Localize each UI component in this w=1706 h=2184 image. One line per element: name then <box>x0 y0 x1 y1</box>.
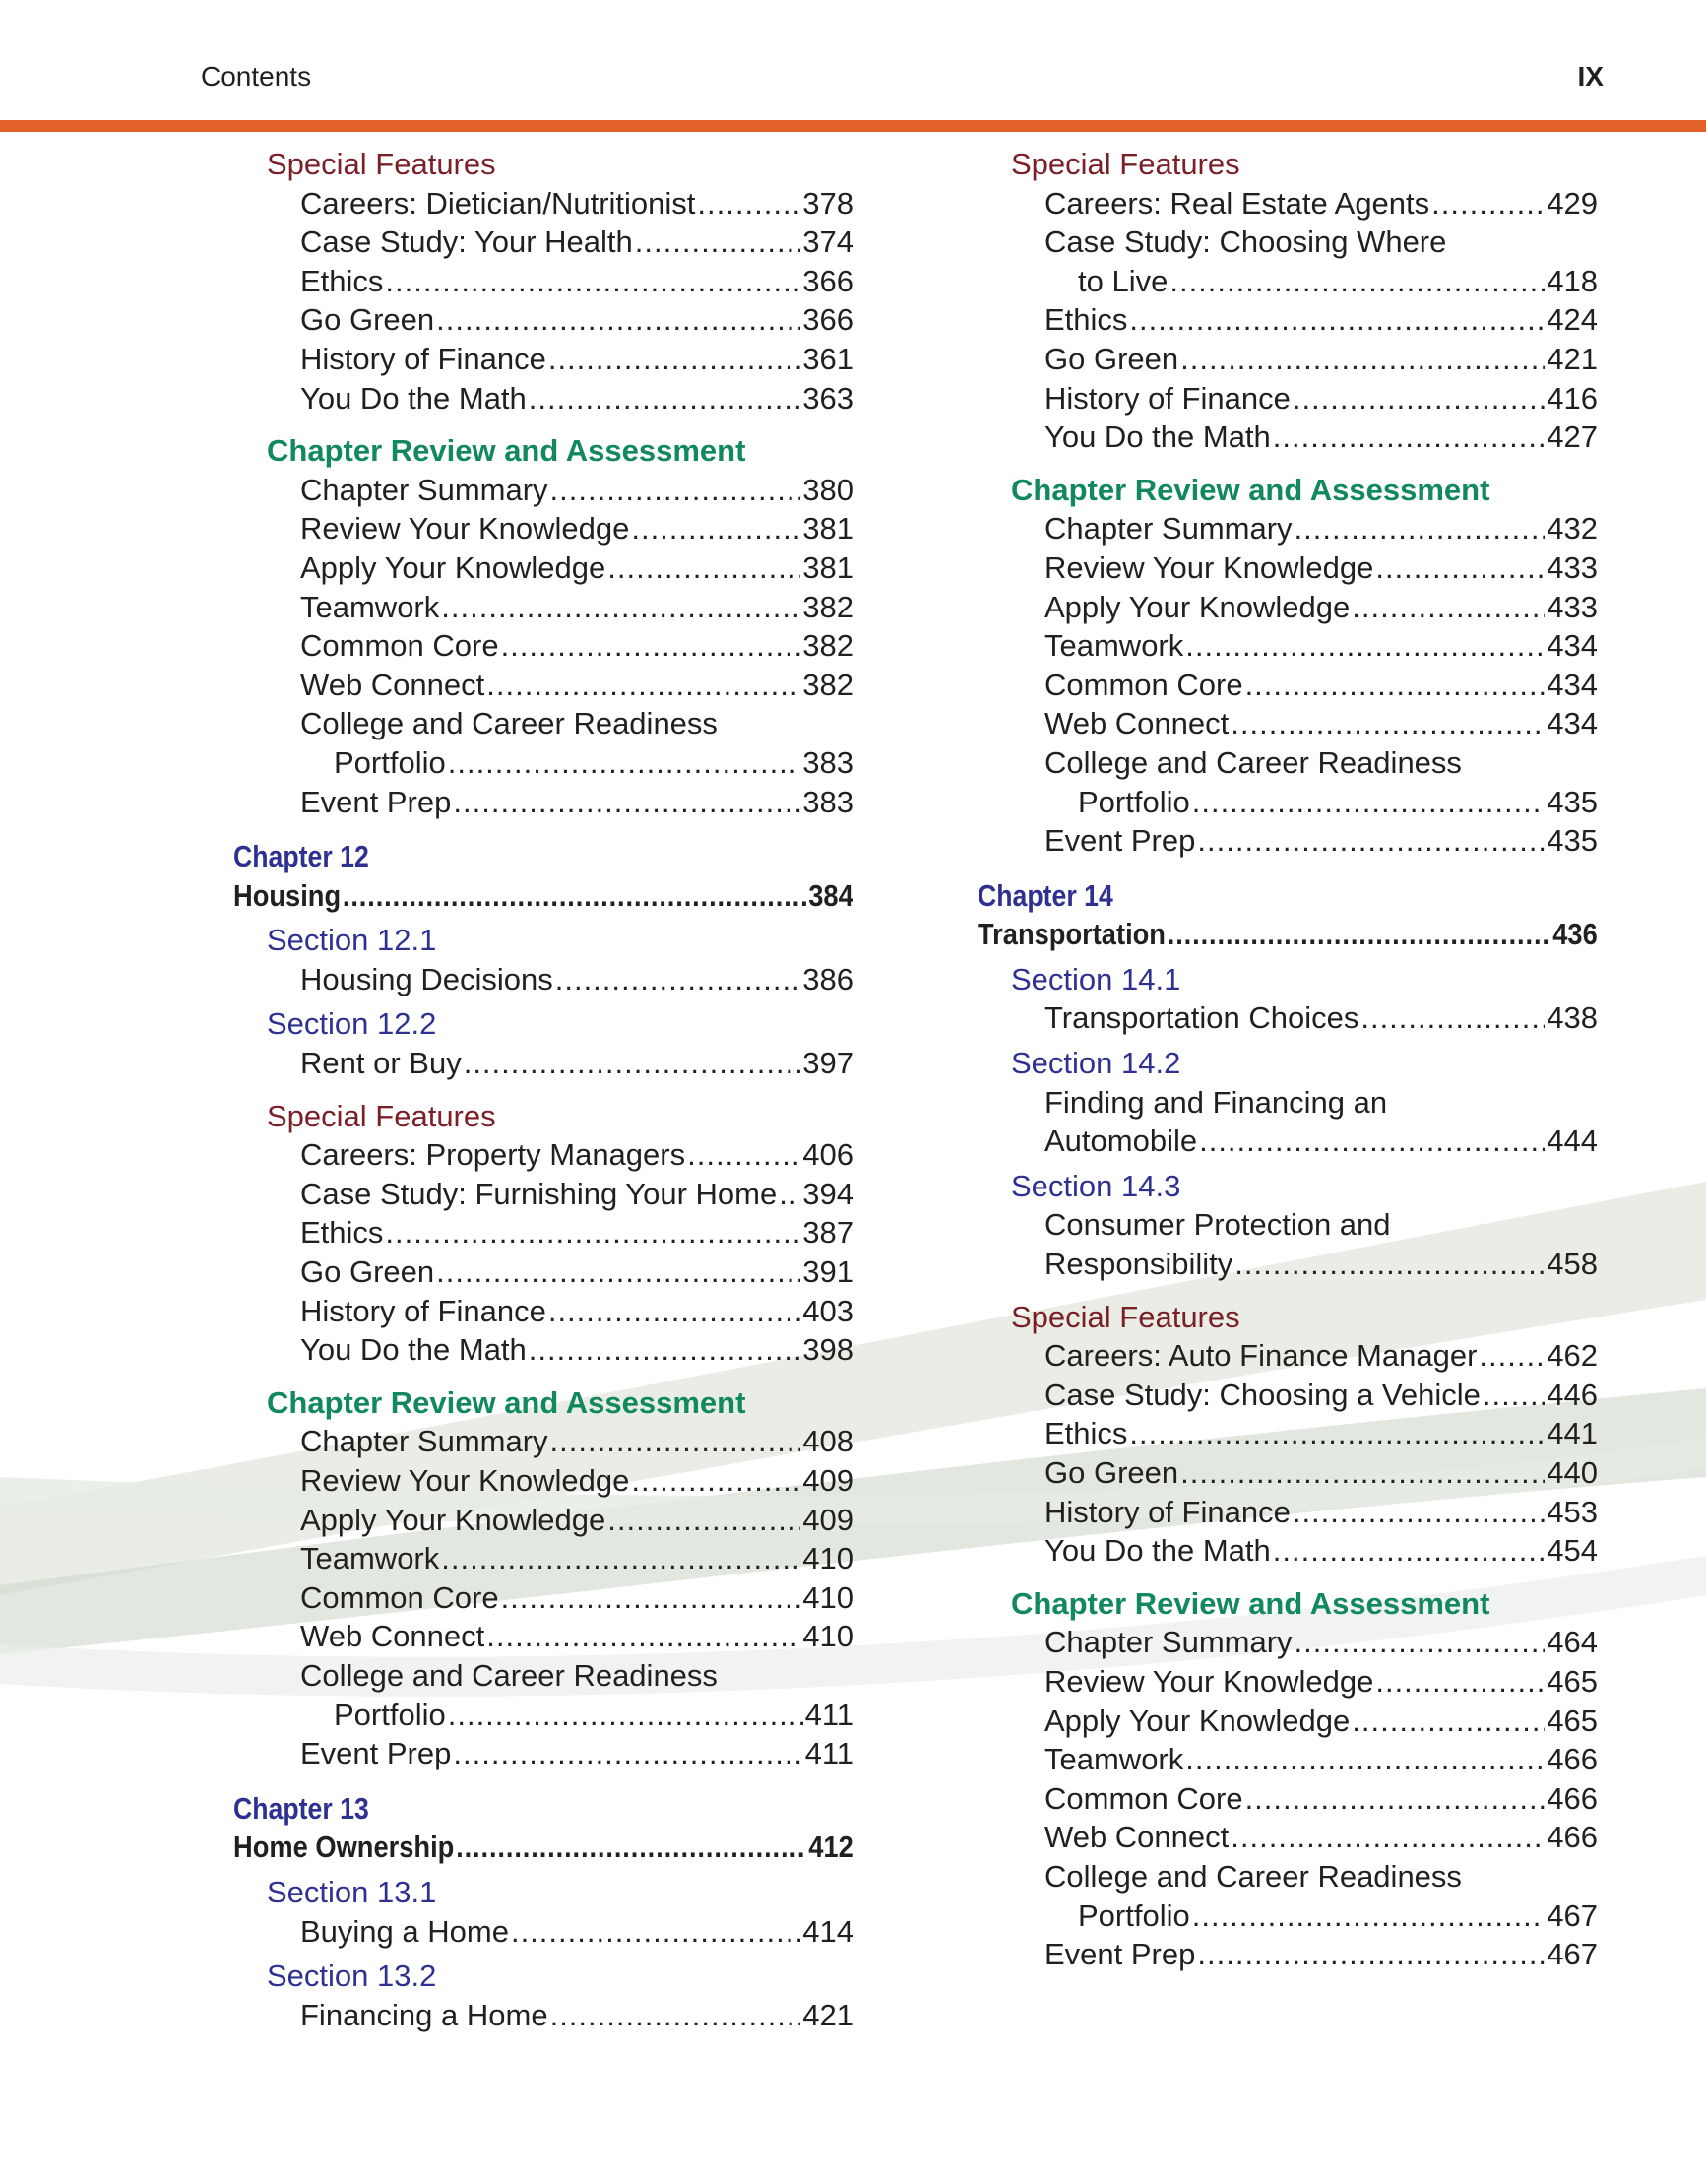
toc-entry[interactable]: Event Prep ..... 411 <box>233 1734 853 1773</box>
toc-entry[interactable]: Chapter Summary ..... 380 <box>233 471 853 510</box>
right-column <box>978 145 1598 1974</box>
chapter-entry[interactable]: Housing ..... 384 <box>233 876 853 916</box>
toc-entry[interactable]: Common Core ..... 410 <box>233 1578 853 1618</box>
toc-entry[interactable]: Go Green ..... 440 <box>978 1453 1598 1493</box>
chapter-label: Chapter 13 <box>233 1790 369 1826</box>
toc-entry[interactable]: Automobile ..... 444 <box>978 1122 1598 1161</box>
page-number-roman: IX <box>1577 61 1604 92</box>
toc-entry[interactable]: Apply Your Knowledge ..... 409 <box>233 1501 853 1540</box>
left-column <box>233 145 853 2034</box>
toc-entry[interactable]: Rent or Buy ..... 397 <box>233 1044 853 1083</box>
review-heading: Chapter Review and Assessment <box>1011 1585 1490 1621</box>
toc-entry-title[interactable]: College and Career Readiness <box>300 1657 718 1693</box>
section-label: Section 12.1 <box>267 923 437 958</box>
toc-entry[interactable]: You Do the Math ..... 363 <box>233 379 853 418</box>
toc-entry[interactable]: Chapter Summary ..... 432 <box>978 509 1598 548</box>
chapter-label: Chapter 12 <box>233 839 369 874</box>
section-label: Section 14.2 <box>1011 1046 1181 1081</box>
toc-entry[interactable]: History of Finance ..... 403 <box>233 1292 853 1331</box>
toc-entry[interactable]: Go Green ..... 391 <box>233 1253 853 1292</box>
toc-entry[interactable]: Apply Your Knowledge ..... 381 <box>233 548 853 588</box>
review-heading: Chapter Review and Assessment <box>267 433 746 469</box>
toc-entry[interactable]: Apply Your Knowledge ..... 465 <box>978 1702 1598 1741</box>
special-features-heading: Special Features <box>267 1098 496 1133</box>
toc-entry[interactable]: Housing Decisions ..... 386 <box>233 960 853 999</box>
section-label: Section 14.1 <box>1011 961 1181 996</box>
toc-entry[interactable]: Portfolio ..... 435 <box>978 783 1598 822</box>
toc-entry[interactable]: Event Prep ..... 435 <box>978 821 1598 861</box>
toc-entry-title[interactable]: College and Career Readiness <box>1044 1858 1462 1894</box>
toc-entry[interactable]: Chapter Summary ..... 408 <box>233 1422 853 1461</box>
toc-entry[interactable]: Transportation Choices ..... 438 <box>978 998 1598 1038</box>
running-header: Contents <box>201 61 312 92</box>
toc-entry[interactable]: Case Study: Furnishing Your Home ..... 394 <box>233 1175 853 1214</box>
toc-entry[interactable]: You Do the Math ..... 427 <box>978 418 1598 457</box>
section-label: Section 12.2 <box>267 1006 437 1042</box>
toc-entry[interactable]: You Do the Math ..... 454 <box>978 1531 1598 1571</box>
toc-entry[interactable]: Teamwork ..... 434 <box>978 626 1598 666</box>
toc-entry[interactable]: Financing a Home ..... 421 <box>233 1996 853 2035</box>
review-heading: Chapter Review and Assessment <box>267 1384 746 1420</box>
toc-entry[interactable]: Teamwork ..... 466 <box>978 1740 1598 1779</box>
toc-entry[interactable]: Event Prep ..... 383 <box>233 783 853 822</box>
toc-entry[interactable]: Chapter Summary ..... 464 <box>978 1623 1598 1662</box>
special-features-heading: Special Features <box>1011 147 1240 181</box>
toc-entry[interactable]: Go Green ..... 366 <box>233 300 853 340</box>
toc-entry[interactable]: Ethics ..... 366 <box>233 262 853 301</box>
toc-entry[interactable]: Review Your Knowledge ..... 433 <box>978 548 1598 588</box>
toc-entry[interactable]: You Do the Math ..... 398 <box>233 1330 853 1370</box>
toc-entry[interactable]: to Live ..... 418 <box>978 262 1598 301</box>
toc-entry-title[interactable]: College and Career Readiness <box>300 706 718 741</box>
section-label: Section 14.3 <box>1011 1168 1181 1203</box>
chapter-entry[interactable]: Transportation ..... 436 <box>978 915 1598 954</box>
toc-entry[interactable]: Careers: Auto Finance Manager ..... 462 <box>978 1336 1598 1376</box>
toc-entry[interactable]: Review Your Knowledge ..... 381 <box>233 509 853 548</box>
toc-entry[interactable]: Careers: Dietician/Nutritionist ..... 378 <box>233 184 853 224</box>
chapter-label: Chapter 14 <box>978 877 1113 913</box>
toc-entry[interactable]: Responsibility ..... 458 <box>978 1245 1598 1284</box>
toc-entry[interactable]: Web Connect ..... 382 <box>233 666 853 705</box>
section-label: Section 13.1 <box>267 1874 437 1909</box>
toc-entry[interactable]: Careers: Real Estate Agents ..... 429 <box>978 184 1598 224</box>
toc-entry[interactable]: Common Core ..... 466 <box>978 1779 1598 1819</box>
chapter-entry[interactable]: Home Ownership ..... 412 <box>233 1828 853 1867</box>
toc-entry[interactable]: Web Connect ..... 434 <box>978 704 1598 743</box>
toc-entry[interactable]: Ethics ..... 387 <box>233 1213 853 1253</box>
toc-entry[interactable]: Teamwork ..... 382 <box>233 588 853 627</box>
toc-entry[interactable]: Teamwork ..... 410 <box>233 1539 853 1578</box>
toc-entry[interactable]: Common Core ..... 434 <box>978 666 1598 705</box>
toc-entry[interactable]: Portfolio ..... 383 <box>233 743 853 783</box>
toc-entry[interactable]: Common Core ..... 382 <box>233 626 853 666</box>
toc-entry-title[interactable]: College and Career Readiness <box>1044 744 1462 780</box>
toc-entry[interactable]: Ethics ..... 441 <box>978 1414 1598 1453</box>
toc-entry[interactable]: Case Study: Choosing a Vehicle ..... 446 <box>978 1376 1598 1415</box>
toc-entry-title[interactable]: Consumer Protection and <box>1044 1207 1391 1243</box>
toc-entry[interactable]: Event Prep ..... 467 <box>978 1935 1598 1974</box>
toc-entry[interactable]: History of Finance ..... 361 <box>233 340 853 379</box>
toc-entry[interactable]: Review Your Knowledge ..... 465 <box>978 1662 1598 1702</box>
review-heading: Chapter Review and Assessment <box>1011 472 1490 507</box>
toc-entry[interactable]: Web Connect ..... 466 <box>978 1818 1598 1857</box>
toc-entry[interactable]: History of Finance ..... 416 <box>978 379 1598 418</box>
toc-entry[interactable]: Apply Your Knowledge ..... 433 <box>978 588 1598 627</box>
toc-entry[interactable]: History of Finance ..... 453 <box>978 1493 1598 1532</box>
toc-entry-title[interactable]: Case Study: Choosing Where <box>1044 225 1447 260</box>
header-rule <box>0 120 1706 132</box>
toc-entry[interactable]: Buying a Home ..... 414 <box>233 1912 853 1952</box>
toc-entry[interactable]: Case Study: Your Health ..... 374 <box>233 223 853 262</box>
toc-entry[interactable]: Portfolio ..... 411 <box>233 1696 853 1735</box>
toc-entry[interactable]: Portfolio ..... 467 <box>978 1896 1598 1936</box>
toc-entry[interactable]: Ethics ..... 424 <box>978 300 1598 340</box>
toc-entry[interactable]: Web Connect ..... 410 <box>233 1617 853 1656</box>
special-features-heading: Special Features <box>267 147 496 181</box>
toc-entry[interactable]: Go Green ..... 421 <box>978 340 1598 379</box>
toc-entry-title[interactable]: Finding and Financing an <box>1044 1084 1388 1120</box>
toc-entry[interactable]: Review Your Knowledge ..... 409 <box>233 1461 853 1501</box>
section-label: Section 13.2 <box>267 1959 437 1994</box>
special-features-heading: Special Features <box>1011 1299 1240 1334</box>
toc-entry[interactable]: Careers: Property Managers ..... 406 <box>233 1135 853 1175</box>
